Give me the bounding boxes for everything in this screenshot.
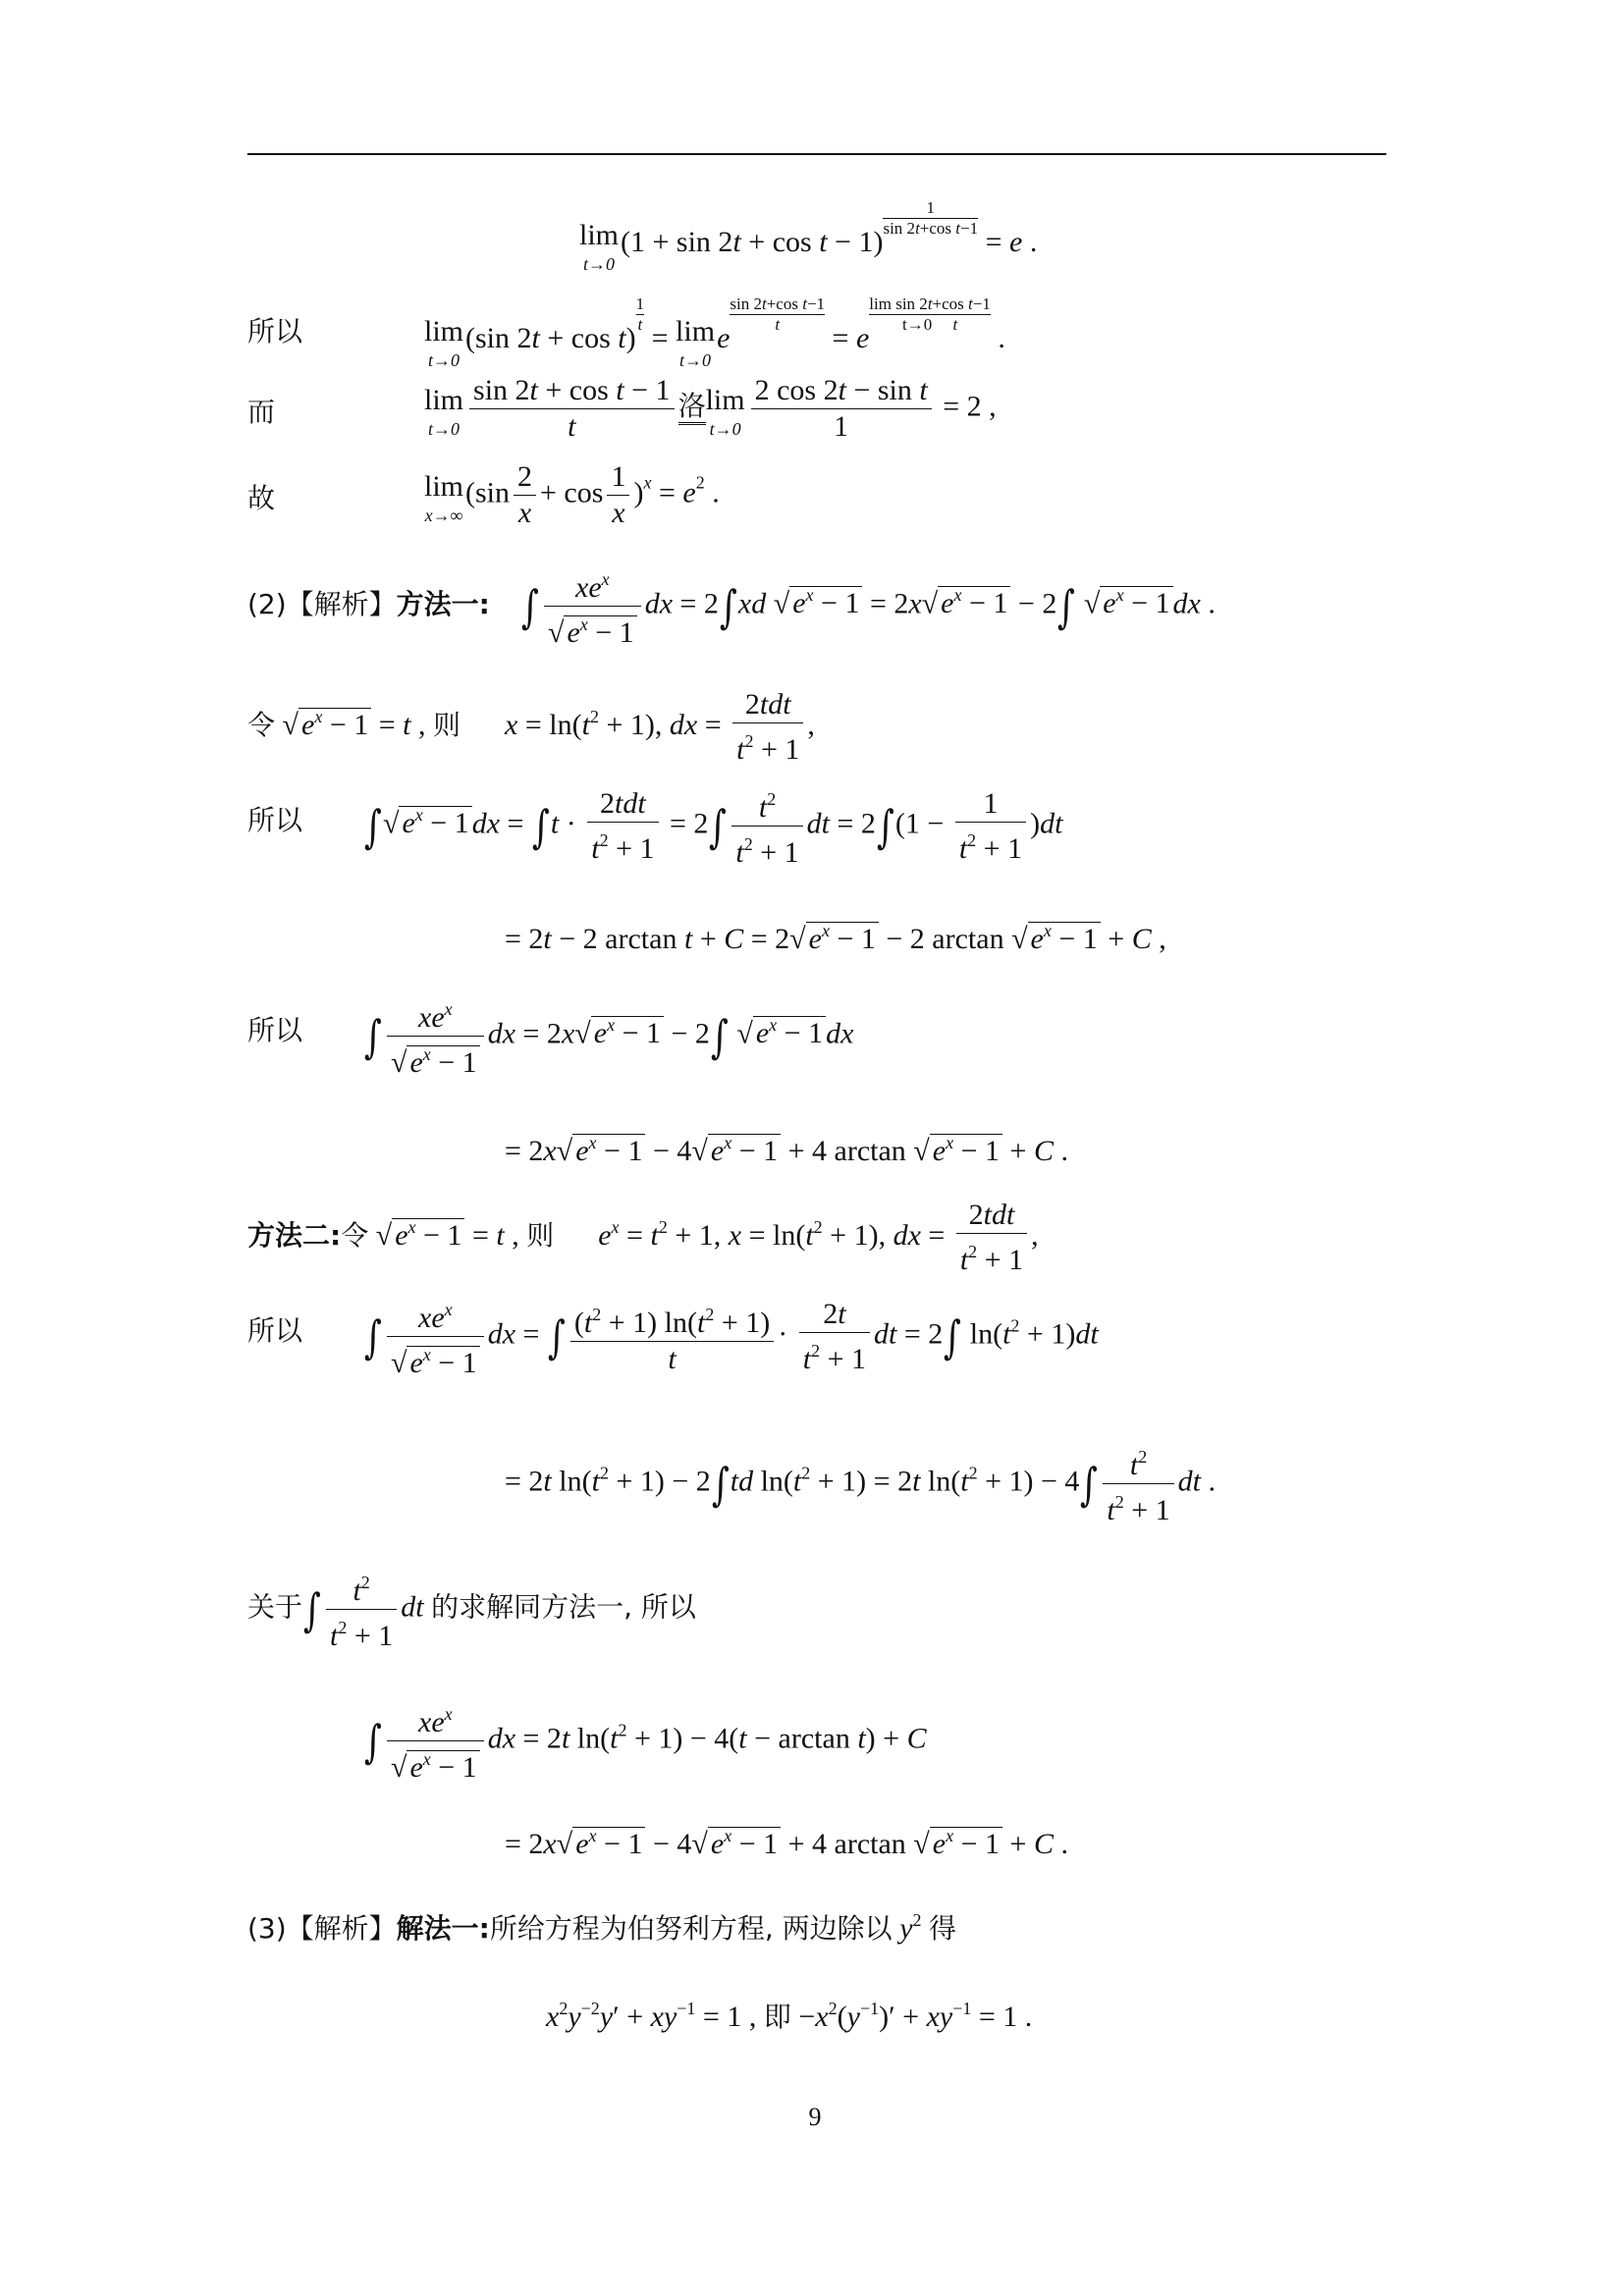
label-jiji: 即 bbox=[763, 2001, 791, 2033]
label-ling-1: 令 bbox=[247, 708, 276, 741]
label-method2: 方法二: bbox=[247, 1218, 342, 1252]
page-number: 9 bbox=[808, 2103, 822, 2131]
label-ze-2: 则 bbox=[526, 1218, 555, 1252]
equation-part2-line3: ∫√ $e^x - 1$ dx = ∫t · 2tdt $t^2 + 1$ = 2∫ $\frac{t^2}{t^2 + 1}$ dt = 2∫(1 − $\frac{1}{t^2 + 1}$ )dt bbox=[363, 781, 1062, 871]
equation-part2-line4: = 2t − 2 arctan t + C = 2√ $e^x - 1 - 2$ arctan √ $e^x - 1 + C$ , bbox=[505, 921, 1166, 955]
equation-conclusion-1: lim x→∞ (sin $\frac{2}{x}$ + cos $\frac{1}{x}$ )$^x = e^2$ . bbox=[424, 460, 720, 529]
label-suoyi-2: 所以 bbox=[247, 804, 303, 836]
equation-method2-line2: ∫ $xe^x$ √ $e^x - 1$ dx = ∫ $\frac{(t^2 + 1) \ln(t^2 + 1)}{t}$ · $\frac{2t}{t^2 + 1}$ dt = 2∫ $\ln(t^2 + 1)dt$ bbox=[363, 1292, 1099, 1381]
label-suoyi-3: 所以 bbox=[247, 1014, 303, 1046]
part3-method1: 解法一: bbox=[396, 1912, 490, 1945]
label-de: 得 bbox=[929, 1912, 957, 1945]
label-ze-1: 则 bbox=[433, 708, 461, 741]
equation-part2-line5: ∫ $xe^x$ √ $e^x - 1$ dx = 2x√ $e^x - 1 - 2\int$ √ $e^x - 1$ dx bbox=[363, 991, 853, 1081]
equation-method2-line3: = 2t $\ln(t^2 + 1) - 2\int td$ $\ln(t^2 + 1) = 2t$ $\ln(t^2 + 1) - 4\int$ $\frac{t^2}{t^2 + 1}$ dt . bbox=[505, 1439, 1216, 1528]
equation-part3-line1: $x^2y^{-2}y' + xy^{-1} = 1$ , 即 $-x^2(y^{-1})' + xy^{-1} = 1$ . bbox=[546, 1999, 1033, 2033]
equation-guanyu: 关于∫ $\frac{t^2}{t^2 + 1}$ dt 的求解同方法一, 所以 bbox=[247, 1565, 696, 1654]
part2-prefix: (2)【解析】 bbox=[247, 588, 397, 620]
part2-method1: 方法一: bbox=[396, 588, 490, 620]
equation-part2-line6: = 2x√ $e^x - 1 - 4√$ $e^x - 1 + 4$ arctan √ $e^x - 1 + C$ . bbox=[505, 1133, 1068, 1167]
label-ling-2: 令 bbox=[341, 1218, 369, 1252]
label-suoyi-4: 所以 bbox=[247, 1314, 303, 1347]
equation-limit-e: lim t→0 (1 + sin 2t + cos t − 1) $\frac{1}{\text{sin 2t+cos t−1}}$ = e . bbox=[579, 198, 1038, 275]
label-er: 而 bbox=[247, 396, 276, 428]
part3-text: 所给方程为伯努利方程, 两边除以 bbox=[489, 1912, 893, 1945]
equation-lhopital: lim t→0 $\frac{\text{sin 2t + cos t − 1}}{t}$ 洛 lim t→0 $\frac{\text{2 cos 2t − sin t}}{1}$ = 2 , bbox=[424, 374, 997, 443]
equation-part2-line1: ∫ $xe^x$ √ $e^x - 1$ dx = 2∫xd √ $e^x - 1 = 2x√$ $e^x - 1 - 2\int$ √ $e^x - 1$ dx . bbox=[520, 561, 1216, 651]
part3-prefix: (3)【解析】 bbox=[247, 1912, 397, 1945]
label-gu: 故 bbox=[247, 482, 276, 514]
part3-heading: (3)【解析】解法一:所给方程为伯努利方程, 两边除以 $y^2$ 得 bbox=[247, 1910, 957, 1945]
equation-method2-line4: ∫ $xe^x$ √ $e^x - 1$ dx = 2t $\ln(t^2 + 1) - 4(t - \arctan t) + C$ bbox=[363, 1696, 927, 1786]
header-rule bbox=[247, 153, 1386, 155]
lhopital-mark: 洛 bbox=[678, 390, 706, 425]
part2-heading bbox=[247, 585, 490, 624]
label-guanyu: 关于 bbox=[247, 1590, 303, 1624]
label-solve-same: 的求解同方法一, 所以 bbox=[431, 1590, 696, 1624]
equation-method2-line1: 方法二:令 √ $e^x - 1 = t$ , 则 $e^x = t^2 + 1$, $x = \ln(t^2 + 1)$, dx = 2tdt $t^2 + 1$ , bbox=[247, 1199, 1039, 1276]
equation-method2-line5: = 2x√ $e^x - 1 - 4√$ $e^x - 1 + 4$ arctan √ $e^x - 1 + C$ . bbox=[505, 1826, 1068, 1860]
equation-limit-2: lim t→0 (sin 2t + cos t) $\frac{1}{t}$ = lim t→0 e $\frac{\text{sin 2t+cos t−1}}{t}$ = e $\frac{\text{lim sin 2t+cos t−1}}{t\to 0 t}$ . bbox=[424, 294, 1005, 371]
equation-substitution-1: 令 √ $e^x - 1 = t$ , 则 $x = \ln(t^2 + 1)$, dx = 2tdt $t^2 + 1$ , bbox=[247, 688, 815, 766]
label-suoyi-1: 所以 bbox=[247, 315, 303, 347]
